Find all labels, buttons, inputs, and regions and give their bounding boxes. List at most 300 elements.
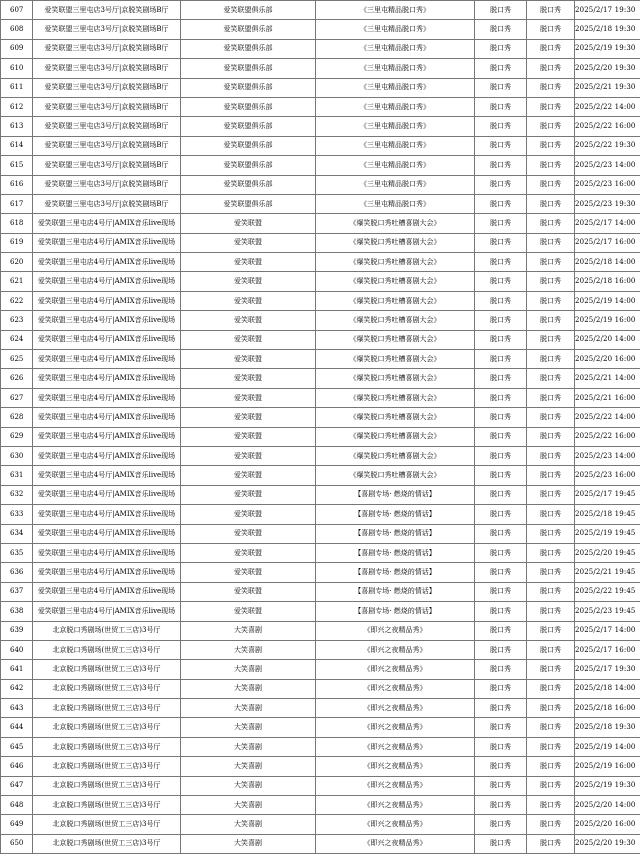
row-number-cell: 625	[1, 350, 33, 369]
show-title-cell: 《即兴之夜精品秀》	[316, 640, 475, 659]
row-number-cell: 626	[1, 369, 33, 388]
show-title-cell: 《爆笑脱口秀吐槽喜剧大会》	[316, 311, 475, 330]
show-type-cell: 脱口秀	[475, 330, 527, 349]
organizer-cell: 爱笑联盟	[181, 233, 316, 252]
show-time-cell: 2025/2/20 19:30	[575, 59, 640, 78]
organizer-cell: 爱笑联盟	[181, 582, 316, 601]
venue-cell: 爱笑联盟三里屯店3号厅|京脱笑剧场B厅	[33, 175, 181, 194]
organizer-cell: 爱笑联盟	[181, 524, 316, 543]
table-row	[1, 253, 640, 272]
show-time-cell: 2025/2/22 16:00	[575, 427, 640, 446]
category-cell: 脱口秀	[527, 291, 575, 310]
show-time-cell: 2025/2/19 16:00	[575, 757, 640, 776]
table-row	[1, 776, 640, 795]
venue-cell: 爱笑联盟三里屯店4号厅|AMIX音乐live现场	[33, 466, 181, 485]
show-time-cell: 2025/2/20 14:00	[575, 330, 640, 349]
row-number-cell: 637	[1, 582, 33, 601]
show-time-cell: 2025/2/20 19:30	[575, 834, 640, 853]
category-cell: 脱口秀	[527, 117, 575, 136]
row-number-cell: 627	[1, 388, 33, 407]
venue-cell: 爱笑联盟三里屯店3号厅|京脱笑剧场B厅	[33, 20, 181, 39]
table-row	[1, 621, 640, 640]
table-row	[1, 602, 640, 621]
show-title-cell: 《三里屯精品脱口秀》	[316, 97, 475, 116]
category-cell: 脱口秀	[527, 330, 575, 349]
table-row	[1, 59, 640, 78]
show-time-cell: 2025/2/21 16:00	[575, 388, 640, 407]
show-time-cell: 2025/2/17 16:00	[575, 640, 640, 659]
show-time-cell: 2025/2/17 19:30	[575, 660, 640, 679]
category-cell: 脱口秀	[527, 505, 575, 524]
show-title-cell: 《三里屯精品脱口秀》	[316, 194, 475, 213]
show-title-cell: 《即兴之夜精品秀》	[316, 815, 475, 834]
category-cell: 脱口秀	[527, 718, 575, 737]
table-row	[1, 291, 640, 310]
organizer-cell: 爱笑联盟俱乐部	[181, 156, 316, 175]
show-type-cell: 脱口秀	[475, 524, 527, 543]
table-row	[1, 737, 640, 756]
show-title-cell: 《爆笑脱口秀吐槽喜剧大会》	[316, 408, 475, 427]
category-cell: 脱口秀	[527, 446, 575, 465]
show-title-cell: 《爆笑脱口秀吐槽喜剧大会》	[316, 330, 475, 349]
show-type-cell: 脱口秀	[475, 59, 527, 78]
show-time-cell: 2025/2/18 19:30	[575, 20, 640, 39]
category-cell: 脱口秀	[527, 563, 575, 582]
show-type-cell: 脱口秀	[475, 78, 527, 97]
show-type-cell: 脱口秀	[475, 369, 527, 388]
show-title-cell: 《三里屯精品脱口秀》	[316, 39, 475, 58]
table-row	[1, 505, 640, 524]
show-type-cell: 脱口秀	[475, 796, 527, 815]
show-type-cell: 脱口秀	[475, 466, 527, 485]
category-cell: 脱口秀	[527, 621, 575, 640]
table-row	[1, 97, 640, 116]
organizer-cell: 爱笑联盟	[181, 330, 316, 349]
show-type-cell: 脱口秀	[475, 117, 527, 136]
row-number-cell: 644	[1, 718, 33, 737]
show-title-cell: 《爆笑脱口秀吐槽喜剧大会》	[316, 253, 475, 272]
venue-cell: 爱笑联盟三里屯店3号厅|京脱笑剧场B厅	[33, 136, 181, 155]
category-cell: 脱口秀	[527, 388, 575, 407]
show-type-cell: 脱口秀	[475, 1, 527, 20]
row-number-cell: 619	[1, 233, 33, 252]
organizer-cell: 大笑喜剧	[181, 834, 316, 853]
venue-cell: 爱笑联盟三里屯店4号厅|AMIX音乐live现场	[33, 330, 181, 349]
category-cell: 脱口秀	[527, 796, 575, 815]
show-time-cell: 2025/2/23 19:45	[575, 602, 640, 621]
organizer-cell: 爱笑联盟	[181, 253, 316, 272]
category-cell: 脱口秀	[527, 466, 575, 485]
show-title-cell: 《即兴之夜精品秀》	[316, 621, 475, 640]
category-cell: 脱口秀	[527, 272, 575, 291]
organizer-cell: 大笑喜剧	[181, 660, 316, 679]
venue-cell: 北京脱口秀剧场(世贸工三店)3号厅	[33, 699, 181, 718]
category-cell: 脱口秀	[527, 97, 575, 116]
row-number-cell: 616	[1, 175, 33, 194]
table-row	[1, 543, 640, 562]
show-type-cell: 脱口秀	[475, 214, 527, 233]
venue-cell: 北京脱口秀剧场(世贸工三店)3号厅	[33, 679, 181, 698]
show-type-cell: 脱口秀	[475, 563, 527, 582]
table-row	[1, 563, 640, 582]
venue-cell: 爱笑联盟三里屯店3号厅|京脱笑剧场B厅	[33, 97, 181, 116]
show-time-cell: 2025/2/18 19:45	[575, 505, 640, 524]
organizer-cell: 爱笑联盟	[181, 272, 316, 291]
category-cell: 脱口秀	[527, 350, 575, 369]
row-number-cell: 613	[1, 117, 33, 136]
organizer-cell: 爱笑联盟	[181, 466, 316, 485]
show-title-cell: 【喜剧专场· 燃烧的情话】	[316, 543, 475, 562]
organizer-cell: 爱笑联盟俱乐部	[181, 194, 316, 213]
show-title-cell: 《三里屯精品脱口秀》	[316, 117, 475, 136]
category-cell: 脱口秀	[527, 524, 575, 543]
organizer-cell: 爱笑联盟	[181, 446, 316, 465]
show-title-cell: 【喜剧专场· 燃烧的情话】	[316, 582, 475, 601]
organizer-cell: 大笑喜剧	[181, 737, 316, 756]
organizer-cell: 爱笑联盟俱乐部	[181, 175, 316, 194]
show-title-cell: 《三里屯精品脱口秀》	[316, 156, 475, 175]
show-time-cell: 2025/2/22 14:00	[575, 408, 640, 427]
organizer-cell: 爱笑联盟	[181, 311, 316, 330]
show-type-cell: 脱口秀	[475, 408, 527, 427]
organizer-cell: 爱笑联盟俱乐部	[181, 1, 316, 20]
organizer-cell: 爱笑联盟	[181, 485, 316, 504]
show-title-cell: 《三里屯精品脱口秀》	[316, 20, 475, 39]
show-time-cell: 2025/2/21 19:45	[575, 563, 640, 582]
show-title-cell: 《爆笑脱口秀吐槽喜剧大会》	[316, 369, 475, 388]
organizer-cell: 爱笑联盟俱乐部	[181, 136, 316, 155]
venue-cell: 北京脱口秀剧场(世贸工三店)3号厅	[33, 776, 181, 795]
organizer-cell: 爱笑联盟	[181, 602, 316, 621]
venue-cell: 爱笑联盟三里屯店3号厅|京脱笑剧场B厅	[33, 156, 181, 175]
organizer-cell: 大笑喜剧	[181, 757, 316, 776]
venue-cell: 北京脱口秀剧场(世贸工三店)3号厅	[33, 815, 181, 834]
venue-cell: 爱笑联盟三里屯店4号厅|AMIX音乐live现场	[33, 505, 181, 524]
show-title-cell: 《即兴之夜精品秀》	[316, 757, 475, 776]
venue-cell: 爱笑联盟三里屯店4号厅|AMIX音乐live现场	[33, 291, 181, 310]
show-title-cell: 《爆笑脱口秀吐槽喜剧大会》	[316, 291, 475, 310]
venue-cell: 爱笑联盟三里屯店3号厅|京脱笑剧场B厅	[33, 1, 181, 20]
show-title-cell: 《爆笑脱口秀吐槽喜剧大会》	[316, 272, 475, 291]
table-row	[1, 640, 640, 659]
row-number-cell: 628	[1, 408, 33, 427]
show-type-cell: 脱口秀	[475, 737, 527, 756]
row-number-cell: 640	[1, 640, 33, 659]
row-number-cell: 639	[1, 621, 33, 640]
row-number-cell: 609	[1, 39, 33, 58]
category-cell: 脱口秀	[527, 834, 575, 853]
row-number-cell: 612	[1, 97, 33, 116]
show-title-cell: 《爆笑脱口秀吐槽喜剧大会》	[316, 388, 475, 407]
show-title-cell: 《爆笑脱口秀吐槽喜剧大会》	[316, 446, 475, 465]
show-time-cell: 2025/2/18 14:00	[575, 679, 640, 698]
table-row	[1, 20, 640, 39]
row-number-cell: 607	[1, 1, 33, 20]
category-cell: 脱口秀	[527, 253, 575, 272]
table-row	[1, 834, 640, 853]
organizer-cell: 大笑喜剧	[181, 796, 316, 815]
venue-cell: 爱笑联盟三里屯店4号厅|AMIX音乐live现场	[33, 350, 181, 369]
organizer-cell: 大笑喜剧	[181, 621, 316, 640]
show-type-cell: 脱口秀	[475, 311, 527, 330]
venue-cell: 爱笑联盟三里屯店4号厅|AMIX音乐live现场	[33, 369, 181, 388]
venue-cell: 北京脱口秀剧场(世贸工三店)3号厅	[33, 834, 181, 853]
organizer-cell: 大笑喜剧	[181, 718, 316, 737]
show-type-cell: 脱口秀	[475, 175, 527, 194]
table-row	[1, 311, 640, 330]
venue-cell: 爱笑联盟三里屯店4号厅|AMIX音乐live现场	[33, 388, 181, 407]
show-type-cell: 脱口秀	[475, 156, 527, 175]
show-time-cell: 2025/2/18 16:00	[575, 699, 640, 718]
organizer-cell: 大笑喜剧	[181, 640, 316, 659]
table-row	[1, 660, 640, 679]
show-time-cell: 2025/2/23 16:00	[575, 175, 640, 194]
show-title-cell: 《即兴之夜精品秀》	[316, 796, 475, 815]
category-cell: 脱口秀	[527, 311, 575, 330]
table-row	[1, 272, 640, 291]
organizer-cell: 爱笑联盟俱乐部	[181, 59, 316, 78]
category-cell: 脱口秀	[527, 815, 575, 834]
category-cell: 脱口秀	[527, 640, 575, 659]
table-row	[1, 446, 640, 465]
show-type-cell: 脱口秀	[475, 194, 527, 213]
category-cell: 脱口秀	[527, 660, 575, 679]
show-title-cell: 《爆笑脱口秀吐槽喜剧大会》	[316, 466, 475, 485]
show-type-cell: 脱口秀	[475, 97, 527, 116]
table-row	[1, 369, 640, 388]
table-row	[1, 718, 640, 737]
category-cell: 脱口秀	[527, 776, 575, 795]
show-type-cell: 脱口秀	[475, 582, 527, 601]
table-row	[1, 39, 640, 58]
category-cell: 脱口秀	[527, 543, 575, 562]
row-number-cell: 608	[1, 20, 33, 39]
venue-cell: 北京脱口秀剧场(世贸工三店)3号厅	[33, 718, 181, 737]
show-title-cell: 《爆笑脱口秀吐槽喜剧大会》	[316, 233, 475, 252]
row-number-cell: 647	[1, 776, 33, 795]
row-number-cell: 614	[1, 136, 33, 155]
venue-cell: 爱笑联盟三里屯店4号厅|AMIX音乐live现场	[33, 563, 181, 582]
category-cell: 脱口秀	[527, 757, 575, 776]
category-cell: 脱口秀	[527, 175, 575, 194]
venue-cell: 爱笑联盟三里屯店3号厅|京脱笑剧场B厅	[33, 78, 181, 97]
organizer-cell: 爱笑联盟	[181, 427, 316, 446]
category-cell: 脱口秀	[527, 214, 575, 233]
venue-cell: 爱笑联盟三里屯店4号厅|AMIX音乐live现场	[33, 446, 181, 465]
show-type-cell: 脱口秀	[475, 427, 527, 446]
row-number-cell: 646	[1, 757, 33, 776]
show-title-cell: 《三里屯精品脱口秀》	[316, 136, 475, 155]
row-number-cell: 621	[1, 272, 33, 291]
show-type-cell: 脱口秀	[475, 505, 527, 524]
show-time-cell: 2025/2/17 14:00	[575, 214, 640, 233]
organizer-cell: 爱笑联盟俱乐部	[181, 39, 316, 58]
table-row	[1, 194, 640, 213]
row-number-cell: 624	[1, 330, 33, 349]
show-title-cell: 《即兴之夜精品秀》	[316, 679, 475, 698]
category-cell: 脱口秀	[527, 1, 575, 20]
show-time-cell: 2025/2/20 16:00	[575, 350, 640, 369]
category-cell: 脱口秀	[527, 369, 575, 388]
row-number-cell: 649	[1, 815, 33, 834]
show-time-cell: 2025/2/23 16:00	[575, 466, 640, 485]
table-row	[1, 233, 640, 252]
venue-cell: 爱笑联盟三里屯店3号厅|京脱笑剧场B厅	[33, 194, 181, 213]
show-time-cell: 2025/2/22 14:00	[575, 97, 640, 116]
row-number-cell: 617	[1, 194, 33, 213]
category-cell: 脱口秀	[527, 20, 575, 39]
table-row	[1, 388, 640, 407]
show-type-cell: 脱口秀	[475, 718, 527, 737]
show-time-cell: 2025/2/23 14:00	[575, 446, 640, 465]
table-row	[1, 330, 640, 349]
venue-cell: 爱笑联盟三里屯店4号厅|AMIX音乐live现场	[33, 524, 181, 543]
show-title-cell: 【喜剧专场· 燃烧的情话】	[316, 505, 475, 524]
venue-cell: 北京脱口秀剧场(世贸工三店)3号厅	[33, 757, 181, 776]
show-time-cell: 2025/2/19 19:30	[575, 776, 640, 795]
row-number-cell: 638	[1, 602, 33, 621]
show-time-cell: 2025/2/17 19:45	[575, 485, 640, 504]
show-type-cell: 脱口秀	[475, 543, 527, 562]
row-number-cell: 643	[1, 699, 33, 718]
organizer-cell: 爱笑联盟俱乐部	[181, 78, 316, 97]
venue-cell: 爱笑联盟三里屯店4号厅|AMIX音乐live现场	[33, 272, 181, 291]
show-type-cell: 脱口秀	[475, 602, 527, 621]
show-title-cell: 《三里屯精品脱口秀》	[316, 1, 475, 20]
show-time-cell: 2025/2/20 19:45	[575, 543, 640, 562]
category-cell: 脱口秀	[527, 408, 575, 427]
show-title-cell: 《即兴之夜精品秀》	[316, 718, 475, 737]
organizer-cell: 爱笑联盟	[181, 563, 316, 582]
show-type-cell: 脱口秀	[475, 699, 527, 718]
show-type-cell: 脱口秀	[475, 272, 527, 291]
show-type-cell: 脱口秀	[475, 39, 527, 58]
table-row	[1, 408, 640, 427]
row-number-cell: 611	[1, 78, 33, 97]
table-row	[1, 524, 640, 543]
show-time-cell: 2025/2/18 16:00	[575, 272, 640, 291]
venue-cell: 爱笑联盟三里屯店4号厅|AMIX音乐live现场	[33, 408, 181, 427]
venue-cell: 爱笑联盟三里屯店4号厅|AMIX音乐live现场	[33, 311, 181, 330]
category-cell: 脱口秀	[527, 156, 575, 175]
show-type-cell: 脱口秀	[475, 621, 527, 640]
show-title-cell: 《爆笑脱口秀吐槽喜剧大会》	[316, 427, 475, 446]
row-number-cell: 631	[1, 466, 33, 485]
row-number-cell: 636	[1, 563, 33, 582]
show-type-cell: 脱口秀	[475, 815, 527, 834]
venue-cell: 北京脱口秀剧场(世贸工三店)3号厅	[33, 640, 181, 659]
table-row	[1, 699, 640, 718]
venue-cell: 爱笑联盟三里屯店4号厅|AMIX音乐live现场	[33, 602, 181, 621]
row-number-cell: 633	[1, 505, 33, 524]
table-row	[1, 1, 640, 20]
show-time-cell: 2025/2/19 19:45	[575, 524, 640, 543]
category-cell: 脱口秀	[527, 39, 575, 58]
table-row	[1, 582, 640, 601]
table-row	[1, 757, 640, 776]
venue-cell: 爱笑联盟三里屯店4号厅|AMIX音乐live现场	[33, 582, 181, 601]
show-type-cell: 脱口秀	[475, 388, 527, 407]
show-time-cell: 2025/2/17 19:30	[575, 1, 640, 20]
show-title-cell: 【喜剧专场· 燃烧的情话】	[316, 524, 475, 543]
show-type-cell: 脱口秀	[475, 757, 527, 776]
show-time-cell: 2025/2/19 19:30	[575, 39, 640, 58]
organizer-cell: 大笑喜剧	[181, 679, 316, 698]
show-title-cell: 《三里屯精品脱口秀》	[316, 78, 475, 97]
table-row	[1, 214, 640, 233]
table-row	[1, 156, 640, 175]
row-number-cell: 641	[1, 660, 33, 679]
show-title-cell: 《爆笑脱口秀吐槽喜剧大会》	[316, 350, 475, 369]
category-cell: 脱口秀	[527, 602, 575, 621]
show-type-cell: 脱口秀	[475, 834, 527, 853]
show-type-cell: 脱口秀	[475, 679, 527, 698]
organizer-cell: 爱笑联盟俱乐部	[181, 97, 316, 116]
show-title-cell: 【喜剧专场· 燃烧的情话】	[316, 563, 475, 582]
show-title-cell: 《即兴之夜精品秀》	[316, 737, 475, 756]
show-time-cell: 2025/2/20 14:00	[575, 796, 640, 815]
table-row	[1, 350, 640, 369]
table-row	[1, 136, 640, 155]
show-title-cell: 《三里屯精品脱口秀》	[316, 59, 475, 78]
show-type-cell: 脱口秀	[475, 20, 527, 39]
show-title-cell: 《爆笑脱口秀吐槽喜剧大会》	[316, 214, 475, 233]
show-time-cell: 2025/2/18 14:00	[575, 253, 640, 272]
show-time-cell: 2025/2/19 16:00	[575, 311, 640, 330]
table-row	[1, 485, 640, 504]
show-time-cell: 2025/2/23 19:30	[575, 194, 640, 213]
row-number-cell: 622	[1, 291, 33, 310]
row-number-cell: 645	[1, 737, 33, 756]
venue-cell: 爱笑联盟三里屯店3号厅|京脱笑剧场B厅	[33, 59, 181, 78]
category-cell: 脱口秀	[527, 679, 575, 698]
organizer-cell: 爱笑联盟俱乐部	[181, 117, 316, 136]
organizer-cell: 大笑喜剧	[181, 776, 316, 795]
show-time-cell: 2025/2/22 16:00	[575, 117, 640, 136]
category-cell: 脱口秀	[527, 194, 575, 213]
table-row	[1, 679, 640, 698]
show-time-cell: 2025/2/21 19:30	[575, 78, 640, 97]
show-type-cell: 脱口秀	[475, 776, 527, 795]
category-cell: 脱口秀	[527, 485, 575, 504]
table-row	[1, 117, 640, 136]
venue-cell: 北京脱口秀剧场(世贸工三店)3号厅	[33, 737, 181, 756]
row-number-cell: 610	[1, 59, 33, 78]
venue-cell: 爱笑联盟三里屯店4号厅|AMIX音乐live现场	[33, 543, 181, 562]
category-cell: 脱口秀	[527, 737, 575, 756]
organizer-cell: 爱笑联盟	[181, 214, 316, 233]
venue-cell: 爱笑联盟三里屯店4号厅|AMIX音乐live现场	[33, 427, 181, 446]
show-title-cell: 【喜剧专场· 燃烧的情话】	[316, 485, 475, 504]
show-title-cell: 《即兴之夜精品秀》	[316, 776, 475, 795]
row-number-cell: 635	[1, 543, 33, 562]
show-type-cell: 脱口秀	[475, 660, 527, 679]
table-row	[1, 175, 640, 194]
row-number-cell: 620	[1, 253, 33, 272]
venue-cell: 爱笑联盟三里屯店4号厅|AMIX音乐live现场	[33, 233, 181, 252]
venue-cell: 爱笑联盟三里屯店3号厅|京脱笑剧场B厅	[33, 117, 181, 136]
row-number-cell: 618	[1, 214, 33, 233]
category-cell: 脱口秀	[527, 699, 575, 718]
organizer-cell: 大笑喜剧	[181, 699, 316, 718]
show-time-cell: 2025/2/22 19:45	[575, 582, 640, 601]
category-cell: 脱口秀	[527, 59, 575, 78]
show-time-cell: 2025/2/18 19:30	[575, 718, 640, 737]
show-title-cell: 《即兴之夜精品秀》	[316, 834, 475, 853]
venue-cell: 爱笑联盟三里屯店3号厅|京脱笑剧场B厅	[33, 39, 181, 58]
table-row	[1, 466, 640, 485]
show-type-cell: 脱口秀	[475, 485, 527, 504]
